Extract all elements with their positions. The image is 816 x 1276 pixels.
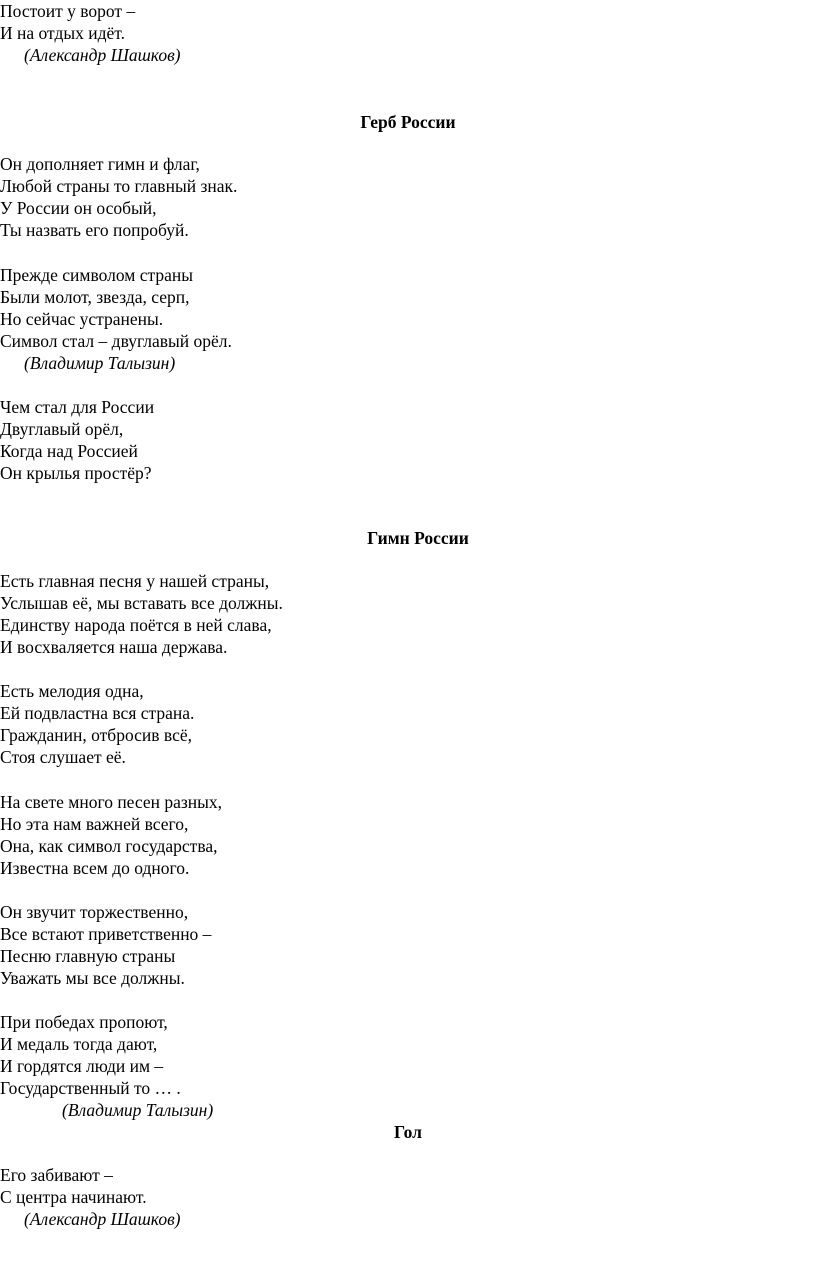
poem-line: Все встают приветственно – (0, 924, 212, 944)
poem-line: Гражданин, отбросив всё, (0, 725, 192, 745)
poem-line: Он звучит торжественно, (0, 902, 189, 922)
poem-line: Любой страны то главный знак. (0, 176, 238, 196)
poem-author: (Владимир Талызин) (62, 1100, 214, 1120)
poem-line: Ей подвластна вся страна. (0, 703, 195, 723)
poem-line: Услышав её, мы вставать все должны. (0, 593, 283, 613)
poem-line: Постоит у ворот – (0, 1, 136, 21)
poem-line: Она, как символ государства, (0, 836, 218, 856)
poem-line: Он дополняет гимн и флаг, (0, 154, 200, 174)
poem-author: (Александр Шашков) (24, 45, 181, 65)
poem-line: Уважать мы все должны. (0, 968, 185, 988)
poem-line: И восхваляется наша держава. (0, 637, 228, 657)
poem-line: При победах пропоют, (0, 1012, 168, 1032)
poem-line: Но сейчас устранены. (0, 309, 164, 329)
poem-line: Когда над Россией (0, 441, 138, 461)
poem-author: (Александр Шашков) (24, 1209, 181, 1229)
poem-line: Стоя слушает её. (0, 747, 126, 767)
poem-line: Символ стал – двуглавый орёл. (0, 331, 232, 351)
poem-line: Его забивают – (0, 1165, 113, 1185)
poem-line: Единству народа поётся в ней слава, (0, 615, 272, 635)
poem-line: Песню главную страны (0, 946, 176, 966)
poem-line: И медаль тогда дают, (0, 1034, 158, 1054)
poem-author: (Владимир Талызин) (24, 353, 176, 373)
poem-line: Он крылья простёр? (0, 463, 152, 483)
poem-line: И гордятся люди им – (0, 1056, 164, 1076)
poem-line: У России он особый, (0, 198, 157, 218)
poem-line: Государственный то … . (0, 1078, 181, 1098)
poem-line: Были молот, звезда, серп, (0, 287, 190, 307)
poem-line: На свете много песен разных, (0, 792, 223, 812)
poem-line: С центра начинают. (0, 1187, 147, 1207)
poem-line: Есть главная песня у нашей страны, (0, 571, 270, 591)
poem-line: Ты назвать его попробуй. (0, 220, 189, 240)
section-heading-gimn: Гимн России (367, 528, 469, 548)
poem-line: Известна всем до одного. (0, 858, 190, 878)
poem-line: Но эта нам важней всего, (0, 814, 189, 834)
poem-line: Прежде символом страны (0, 265, 194, 285)
poem-line: И на отдых идёт. (0, 23, 125, 43)
poem-line: Чем стал для России (0, 397, 155, 417)
poem-line: Есть мелодия одна, (0, 681, 144, 701)
section-heading-gerb: Герб России (360, 112, 456, 132)
poem-line: Двуглавый орёл, (0, 419, 124, 439)
section-heading-gol: Гол (394, 1122, 422, 1142)
